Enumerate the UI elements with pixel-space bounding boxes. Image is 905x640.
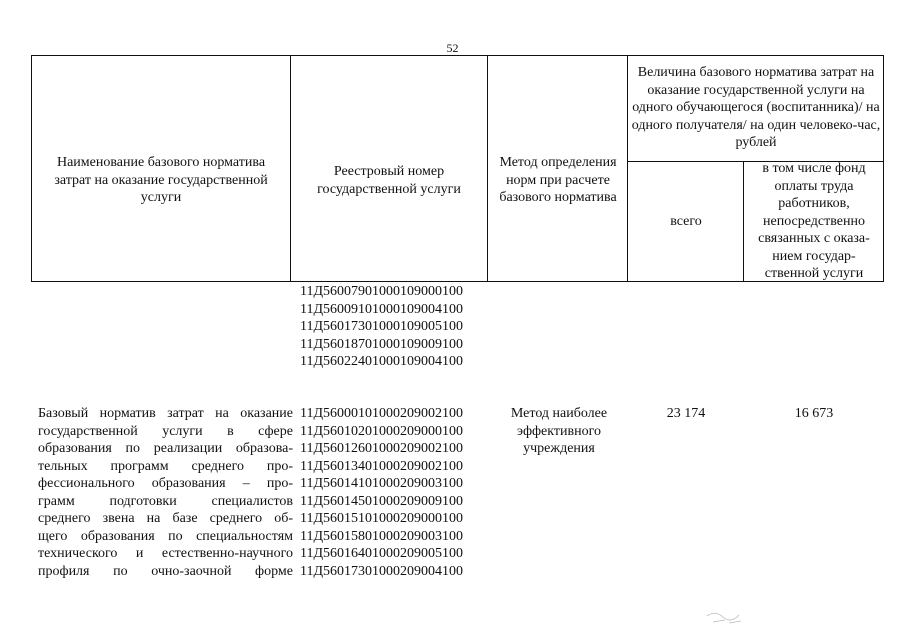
registry-code: 11Д56012601000209002100 (300, 441, 464, 456)
header-registry-cell (293, 55, 485, 282)
header-method: Метод определения норм при расчете базового норматива (499, 155, 617, 206)
header-name: Наименование базового норматива затрат на оказание государственной услуги (54, 155, 268, 206)
registry-code: 11Д56000101000209002100 (300, 406, 464, 421)
row-name-line: технического и естественно-научного (38, 546, 293, 561)
table-header (31, 55, 884, 282)
row-name (38, 405, 293, 580)
table-border-right (883, 55, 884, 282)
column-divider-3 (627, 55, 628, 282)
page-number: 52 (446, 41, 459, 55)
row-method: Метод наиболее эффективного учреждения (510, 406, 608, 456)
header-including-cell (745, 162, 883, 281)
header-registry: Реестровый номер государственной услуги (317, 164, 461, 197)
row-name-line: образования по реализации образова- (38, 441, 293, 456)
header-total-cell (629, 162, 743, 281)
continuation-code-list (300, 283, 463, 371)
registry-code: 11Д56009101000109004100 (300, 301, 464, 317)
header-value-group: Величина базового норматива затрат на оказание государственной услуги на одного обучающегося (воспитанника)/ на одного получателя/ на один человеко-час, рублей (631, 65, 881, 151)
row-name-line: тельных программ среднего про- (38, 458, 293, 474)
row-code-list (300, 405, 463, 580)
header-name-cell (37, 55, 285, 282)
registry-code: 11Д56014501000209009100 (300, 493, 464, 509)
table-border-left (31, 55, 32, 282)
registry-code: 11Д56018701000109009100 (300, 336, 464, 352)
row-name-line: Базовый норматив затрат на оказание (38, 406, 293, 421)
row-name-line: фессионального образования – про- (38, 476, 293, 491)
header-value-group-cell (629, 55, 883, 161)
registry-code: 11Д56014101000209003100 (300, 476, 464, 491)
row-name-line: профиля по очно-заочной форме (38, 563, 293, 579)
registry-code: 11Д56017301000109005100 (300, 319, 464, 334)
column-divider-1 (290, 55, 291, 282)
row-name-line: щего образования по специальностям (38, 528, 293, 544)
column-divider-4 (743, 161, 744, 282)
registry-code: 11Д56010201000209000100 (300, 423, 464, 439)
registry-code: 11Д56015101000209000100 (300, 511, 464, 526)
row-total: 23 174 (666, 406, 706, 421)
registry-code: 11Д56013401000209002100 (300, 458, 464, 474)
header-method-cell (489, 55, 627, 282)
scan-mark (705, 608, 745, 628)
registry-code: 11Д56016401000209005100 (300, 546, 464, 561)
row-name-line: грамм подготовки специалистов (38, 493, 293, 509)
column-divider-2 (487, 55, 488, 282)
registry-code: 11Д56015801000209003100 (300, 528, 464, 544)
row-name-line: государственной услуги в сфере (38, 423, 293, 439)
registry-code: 11Д56022401000109004100 (300, 354, 464, 369)
row-including: 16 673 (794, 406, 834, 421)
registry-code: 11Д56017301000209004100 (300, 563, 464, 579)
registry-code: 11Д56007901000109000100 (300, 284, 464, 299)
row-name-line: среднего звена на базе среднего об- (38, 511, 293, 526)
header-including: в том числе фонд оплаты труда работников, непосредственно связанных с оказа- нием государ- ственной услуги (758, 161, 870, 282)
header-total: всего (670, 213, 702, 229)
